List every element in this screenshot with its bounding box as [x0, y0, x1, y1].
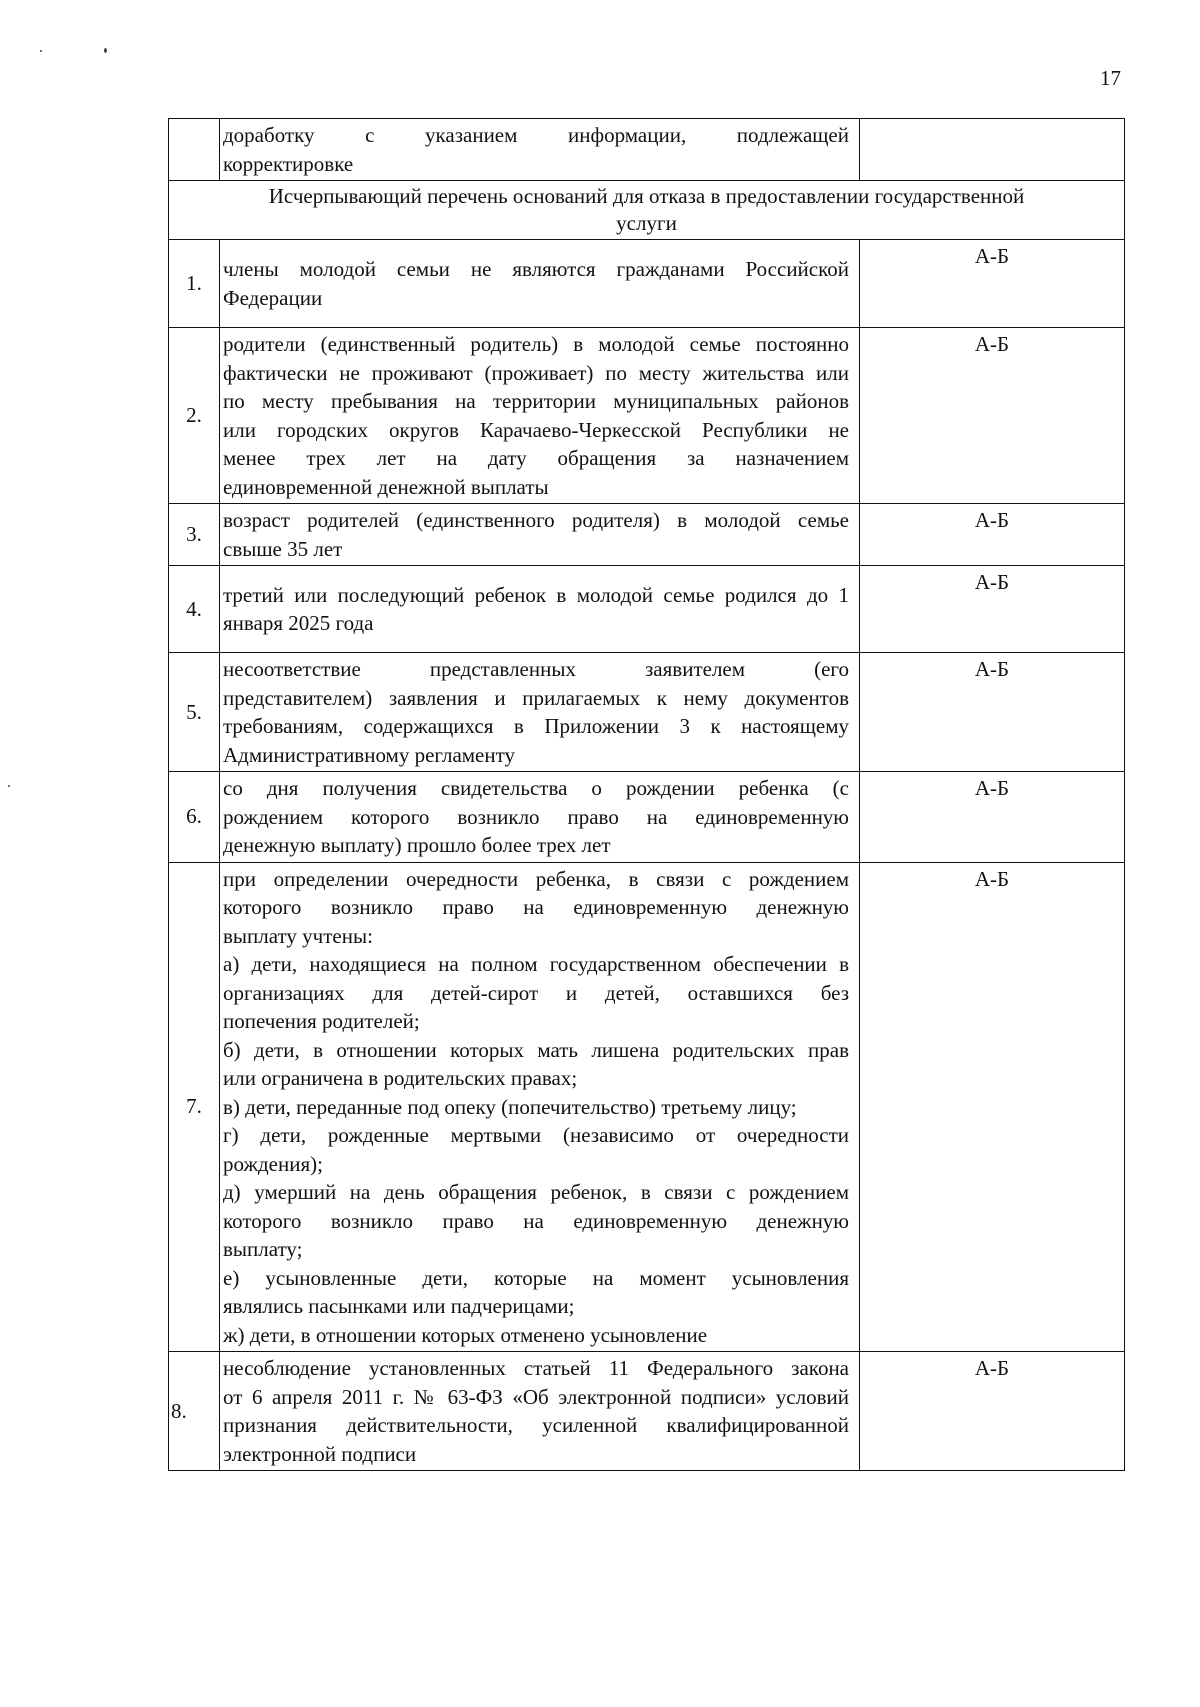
text-line: в) дети, переданные под опеку (попечительство) третьему лицу; [223, 1094, 797, 1119]
section-heading [169, 181, 1125, 240]
row-text [220, 653, 860, 772]
text-line: которого возникло право на единовременную денежную [223, 1208, 849, 1233]
row-reference: А-Б [860, 504, 1125, 566]
text-line: выплату; [223, 1237, 303, 1261]
heading-line: услуги [616, 211, 677, 235]
row-text [220, 862, 860, 1352]
row-text [220, 566, 860, 653]
table-row [169, 1352, 1125, 1471]
text-line: Федерации [223, 285, 323, 310]
text-line: члены молодой семьи не являются гражданами Российской [223, 257, 849, 281]
table-row [169, 862, 1125, 1352]
text-line: электронной подписи [223, 1441, 417, 1466]
text-line: д) умерший на день обращения ребенок, в связи с рождением [223, 1180, 849, 1204]
row-reference: А-Б [860, 653, 1125, 772]
row-number: 3. [169, 504, 220, 566]
row-reference: А-Б [860, 862, 1125, 1352]
text-line: Административному регламенту [223, 742, 516, 767]
continuation-row [169, 119, 1125, 181]
text-line: несоблюдение установленных статьей 11 Федерального закона [223, 1356, 849, 1380]
row-reference: А-Б [860, 566, 1125, 653]
text-line: несоответствие представленных заявителем (его [223, 657, 849, 681]
row-number: 2. [169, 328, 220, 504]
row-number: 4. [169, 566, 220, 653]
text-line: фактически не проживают (проживает) по месту жительства или [223, 360, 849, 385]
continuation-ref-cell [860, 119, 1125, 181]
text-line: января 2025 года [223, 611, 374, 635]
row-number: 7. [169, 862, 220, 1352]
table-row [169, 566, 1125, 653]
text-line: г) дети, рожденные мертвыми (независимо от очередности [223, 1123, 849, 1147]
text-line: б) дети, в отношении которых мать лишена родительских прав [223, 1037, 849, 1062]
row-text [220, 240, 860, 328]
row-number: 1. [169, 240, 220, 328]
text-line: менее трех лет на дату обращения за назначением [223, 446, 849, 470]
text-line: рождения); [223, 1151, 323, 1176]
page-number: 17 [1100, 66, 1121, 90]
heading-line: Исчерпывающий перечень оснований для отказа в предоставлении государственной [268, 184, 1025, 208]
row-reference: А-Б [860, 240, 1125, 328]
text-line: корректировке [223, 151, 354, 176]
text-line: со дня получения свидетельства о рождении ребенка (с [223, 776, 849, 800]
text-line: возраст родителей (единственного родителя) в молодой семье [223, 508, 849, 532]
text-line: представителем) заявления и прилагаемых к нему документов [223, 685, 849, 710]
text-line: признания действительности, усиленной квалифицированной [223, 1413, 849, 1437]
row-reference: А-Б [860, 328, 1125, 504]
scan-speck [8, 785, 10, 787]
row-reference: А-Б [860, 772, 1125, 863]
table-row [169, 772, 1125, 863]
row-number: 5. [169, 653, 220, 772]
text-line: по месту пребывания на территории муниципальных районов [223, 389, 849, 413]
row-reference: А-Б [860, 1352, 1125, 1471]
scan-speck [104, 48, 107, 53]
row-text [220, 328, 860, 504]
row-text [220, 504, 860, 566]
text-line: или ограничена в родительских правах; [223, 1066, 578, 1090]
text-line: требованиям, содержащихся в Приложении 3 к настоящему [223, 714, 849, 738]
text-line: рождением которого возникло право на единовременную [223, 804, 849, 829]
text-line: а) дети, находящиеся на полном государственном обеспечении в [223, 952, 849, 976]
text-line: выплату учтены: [223, 923, 373, 948]
grounds-for-refusal-table [168, 118, 1125, 1471]
text-line: доработку с указанием информации, подлежащей [223, 123, 849, 147]
continuation-num-cell [169, 119, 220, 181]
text-line: попечения родителей; [223, 1009, 420, 1033]
text-line: организациях для детей-сирот и детей, оставшихся без [223, 980, 849, 1005]
text-line: которого возникло право на единовременную денежную [223, 895, 849, 919]
text-line: единовременной денежной выплаты [223, 474, 549, 499]
text-line: ж) дети, в отношении которых отменено усыновление [223, 1322, 708, 1347]
table-row [169, 328, 1125, 504]
row-number: 8. [169, 1352, 220, 1471]
text-line: при определении очередности ребенка, в связи с рождением [223, 866, 849, 891]
text-line: третий или последующий ребенок в молодой семье родился до 1 [223, 582, 849, 607]
section-heading-row [169, 181, 1125, 240]
row-number: 6. [169, 772, 220, 863]
text-line: являлись пасынками или падчерицами; [223, 1294, 575, 1318]
scan-speck [40, 50, 42, 52]
text-line: от 6 апреля 2011 г. № 63-ФЗ «Об электронной подписи» условий [223, 1384, 849, 1409]
text-line: или городских округов Карачаево-Черкесской Республики не [223, 417, 849, 442]
continuation-text [220, 119, 860, 181]
text-line: денежную выплату) прошло более трех лет [223, 833, 611, 857]
row-text [220, 1352, 860, 1471]
text-line: е) усыновленные дети, которые на момент усыновления [223, 1265, 849, 1290]
table-row [169, 240, 1125, 328]
row-text [220, 772, 860, 863]
table-row [169, 504, 1125, 566]
text-line: свыше 35 лет [223, 536, 343, 561]
text-line: родители (единственный родитель) в молодой семье постоянно [223, 332, 849, 356]
table-row [169, 653, 1125, 772]
